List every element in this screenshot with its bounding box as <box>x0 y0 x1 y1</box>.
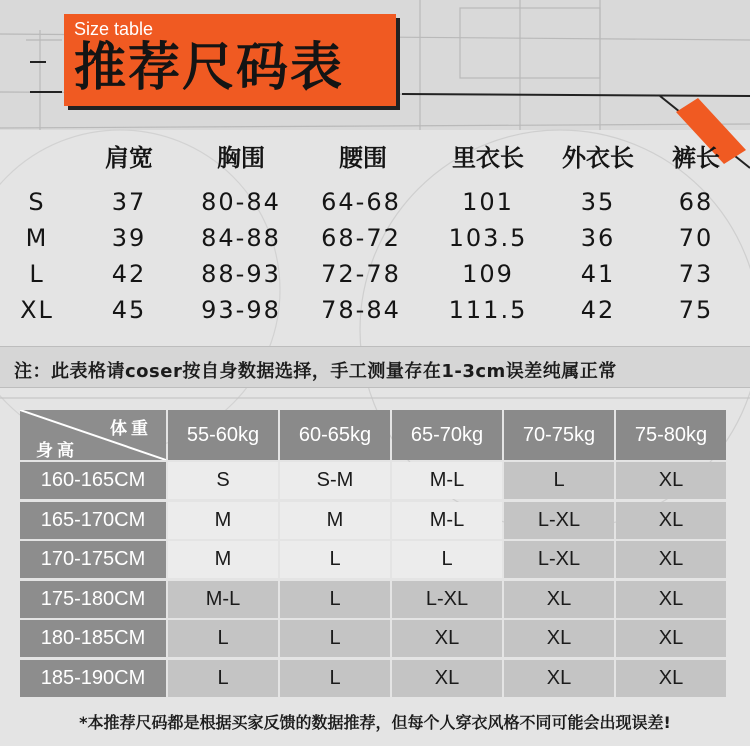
corner-weight-label: 体重 <box>110 419 152 439</box>
recommended-size-cell: L-XL <box>504 502 614 539</box>
size-row <box>0 256 750 292</box>
recommended-size-cell: S-M <box>280 462 390 499</box>
header-pants-length: 裤长 <box>672 144 720 172</box>
height-row-header: 165-170CM <box>20 502 166 539</box>
recommended-size-cell: XL <box>616 581 726 618</box>
recommended-size-cell: XL <box>616 462 726 499</box>
size-value: 109 <box>462 260 514 288</box>
height-row-header: 160-165CM <box>20 462 166 499</box>
recommended-size-cell: XL <box>504 581 614 618</box>
recommended-size-cell: XL <box>504 660 614 697</box>
weight-column-header: 75-80kg <box>616 410 726 460</box>
recommended-size-cell: L-XL <box>392 581 502 618</box>
height-row-header: 180-185CM <box>20 620 166 657</box>
size-value: 80-84 <box>201 188 281 216</box>
weight-column-header: 65-70kg <box>392 410 502 460</box>
header-shoulder: 肩宽 <box>105 144 153 172</box>
size-value: 88-93 <box>201 260 281 288</box>
size-value: 84-88 <box>201 224 281 252</box>
header-waist: 腰围 <box>339 144 387 172</box>
size-value: 42 <box>111 260 147 288</box>
size-value: 73 <box>678 260 714 288</box>
recommended-size-cell: XL <box>616 502 726 539</box>
recommended-size-cell: XL <box>392 660 502 697</box>
weight-column-header: 70-75kg <box>504 410 614 460</box>
recommended-size-cell: M-L <box>392 462 502 499</box>
recommended-size-cell: L <box>280 620 390 657</box>
size-value: 72-78 <box>321 260 401 288</box>
size-value: 68-72 <box>321 224 401 252</box>
title-chinese: 推荐尺码表 <box>74 38 345 98</box>
size-row <box>0 292 750 328</box>
size-value: 41 <box>580 260 616 288</box>
size-value: 37 <box>111 188 147 216</box>
grid-corner-header <box>20 410 166 460</box>
recommended-size-cell: M-L <box>168 581 278 618</box>
measurement-note: 注：此表格请coser按自身数据选择，手工测量存在1-3cm误差纯属正常 <box>14 361 617 382</box>
recommended-size-cell: L-XL <box>504 541 614 578</box>
recommended-size-cell: S <box>168 462 278 499</box>
size-value: 45 <box>111 296 147 324</box>
size-row <box>0 220 750 256</box>
height-row-header: 185-190CM <box>20 660 166 697</box>
recommended-size-cell: XL <box>392 620 502 657</box>
size-value: 64-68 <box>321 188 401 216</box>
size-label: S <box>28 188 46 216</box>
title-english: Size table <box>74 19 154 39</box>
recommended-size-cell: L <box>280 581 390 618</box>
header-outer-length: 外衣长 <box>562 144 634 172</box>
recommended-size-cell: M <box>168 502 278 539</box>
size-value: 103.5 <box>448 224 528 252</box>
recommended-size-cell: XL <box>616 541 726 578</box>
title-banner <box>64 14 396 106</box>
size-value: 42 <box>580 296 616 324</box>
size-value: 39 <box>111 224 147 252</box>
size-value: 70 <box>678 224 714 252</box>
size-value: 111.5 <box>448 296 528 324</box>
size-value: 68 <box>678 188 714 216</box>
weight-height-grid <box>20 410 732 700</box>
size-label: M <box>25 224 49 252</box>
weight-column-header: 55-60kg <box>168 410 278 460</box>
header-inner-length: 里衣长 <box>452 144 524 172</box>
recommended-size-cell: L <box>392 541 502 578</box>
size-value: 93-98 <box>201 296 281 324</box>
weight-column-header: 60-65kg <box>280 410 390 460</box>
size-label: L <box>29 260 45 288</box>
recommended-size-cell: L <box>280 541 390 578</box>
recommended-size-cell: M-L <box>392 502 502 539</box>
height-row-header: 175-180CM <box>20 581 166 618</box>
recommended-size-cell: XL <box>616 620 726 657</box>
recommended-size-cell: M <box>168 541 278 578</box>
recommended-size-cell: L <box>168 620 278 657</box>
recommended-size-cell: L <box>504 462 614 499</box>
size-label: XL <box>20 296 54 324</box>
footer-disclaimer: *本推荐尺码都是根据买家反馈的数据推荐，但每个人穿衣风格不同可能会出现误差! <box>79 713 671 732</box>
height-row-header: 170-175CM <box>20 541 166 578</box>
size-value: 36 <box>580 224 616 252</box>
recommended-size-cell: XL <box>616 660 726 697</box>
size-value: 35 <box>580 188 616 216</box>
header-chest: 胸围 <box>217 144 265 172</box>
size-value: 78-84 <box>321 296 401 324</box>
recommended-size-cell: M <box>280 502 390 539</box>
note-bar <box>0 346 750 388</box>
corner-height-label: 身高 <box>36 441 78 460</box>
size-row <box>0 184 750 220</box>
recommended-size-cell: L <box>168 660 278 697</box>
recommended-size-cell: XL <box>504 620 614 657</box>
size-value: 101 <box>462 188 514 216</box>
size-value: 75 <box>678 296 714 324</box>
recommended-size-cell: L <box>280 660 390 697</box>
